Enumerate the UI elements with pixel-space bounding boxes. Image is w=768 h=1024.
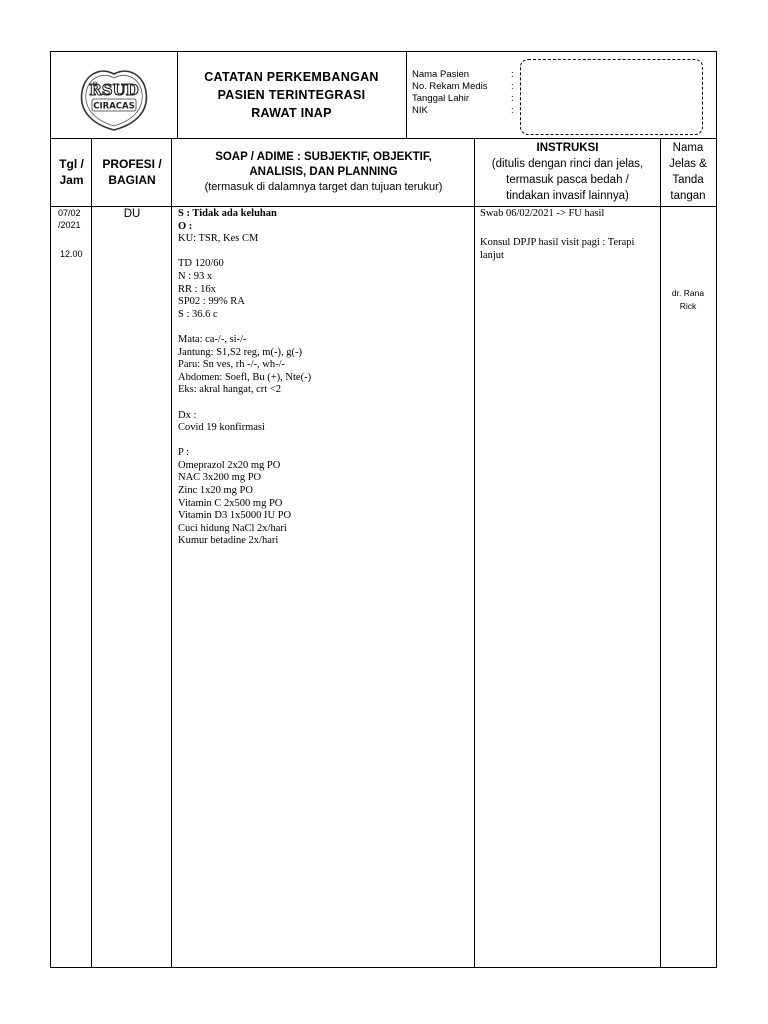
soap-line: Omeprazol 2x20 mg PO	[178, 459, 281, 471]
soap-line: Mata: ca-/-, si-/-	[178, 333, 247, 345]
soap-line: Eks: akral hangat, crt <2	[178, 384, 282, 396]
entry-signature-name: dr. Rana Rick	[671, 288, 705, 311]
form-title-line2: PASIEN TERINTEGRASI	[217, 88, 366, 102]
form-title	[177, 52, 407, 138]
entry-instruksi-konsul: Konsul DPJP hasil visit pagi : Terapi lanjut	[480, 237, 635, 261]
col-header-nama-tanda-tangan: Nama Jelas & Tanda tangan	[669, 142, 707, 202]
logo-subtext: CIRACAS	[93, 101, 135, 112]
column-divider	[171, 138, 172, 967]
soap-line	[178, 397, 470, 410]
soap-line: Paru: Sn ves, rh -/-, wh-/-	[178, 359, 286, 371]
progress-notes-form	[50, 51, 717, 968]
soap-line: SP02 : 99% RA	[178, 296, 245, 308]
patient-identity	[406, 52, 716, 138]
soap-line	[178, 435, 470, 448]
col-header-profesi: PROFESI / BAGIAN	[102, 157, 162, 187]
column-divider	[91, 138, 92, 967]
logo-cell	[51, 52, 178, 138]
soap-line: Vitamin D3 1x5000 IU PO	[178, 510, 292, 522]
soap-line: Abdomen: Soefl, Bu (+), Nte(-)	[178, 371, 312, 383]
column-divider	[660, 138, 661, 967]
logo-text: RSUD	[89, 81, 139, 99]
field-label-no-rekam-medis: No. Rekam Medis	[412, 81, 488, 92]
form-title-line3: RAWAT INAP	[251, 106, 332, 120]
entry-soap-notes	[178, 208, 470, 548]
field-colon: :	[511, 81, 514, 92]
soap-line: RR : 16x	[178, 283, 216, 295]
field-label-nik: NIK	[412, 105, 428, 116]
soap-line: O :	[178, 220, 193, 232]
soap-line: Jantung: S1,S2 reg, m(-), g(-)	[178, 346, 302, 358]
soap-line: NAC 3x200 mg PO	[178, 472, 262, 484]
form-header	[51, 52, 716, 139]
soap-line: P :	[178, 447, 189, 459]
soap-line: Kumur betadine 2x/hari	[178, 535, 279, 547]
entry-date: 07/02 /2021	[58, 208, 81, 230]
soap-line: Cuci hidung NaCl 2x/hari	[178, 522, 287, 534]
column-header-row	[51, 138, 716, 207]
field-label-nama-pasien: Nama Pasien	[412, 69, 470, 80]
entry-instruksi-swab: Swab 06/02/2021 -> FU hasil	[480, 208, 605, 219]
field-colon: :	[511, 105, 514, 116]
patient-sticker-area	[520, 59, 703, 135]
soap-line: Vitamin C 2x500 mg PO	[178, 497, 283, 509]
col-header-tgl-jam: Tgl / Jam	[59, 157, 84, 187]
hospital-logo	[51, 52, 177, 138]
soap-line: Covid 19 konfirmasi	[178, 422, 265, 434]
soap-line: N : 93 x	[178, 270, 213, 282]
soap-line: Dx :	[178, 409, 197, 421]
soap-line	[178, 321, 470, 334]
field-colon: :	[511, 69, 514, 80]
col-header-instruksi: INSTRUKSI (ditulis dengan rinci dan jelas, termasuk pasca bedah / tindakan invasif lainnya)	[491, 141, 644, 202]
column-divider	[474, 138, 475, 967]
col-header-soap: SOAP / ADIME : SUBJEKTIF, OBJEKTIF, ANALISIS, DAN PLANNING (termasuk di dalamnya target dan tujuan terukur)	[204, 150, 443, 193]
entry-time: 12.00	[60, 249, 83, 259]
field-colon: :	[511, 93, 514, 104]
entry-profesi: DU	[123, 208, 141, 220]
form-title-line1: CATATAN PERKEMBANGAN	[204, 70, 379, 84]
soap-line: Zinc 1x20 mg PO	[178, 485, 253, 497]
soap-line: KU: TSR, Kes CM	[178, 233, 259, 245]
soap-line	[178, 246, 470, 259]
soap-line: S : 36.6 c	[178, 308, 218, 320]
field-label-tanggal-lahir: Tanggal Lahir	[412, 93, 470, 104]
soap-line: TD 120/60	[178, 258, 224, 270]
soap-line: S : Tidak ada keluhan	[178, 208, 277, 219]
